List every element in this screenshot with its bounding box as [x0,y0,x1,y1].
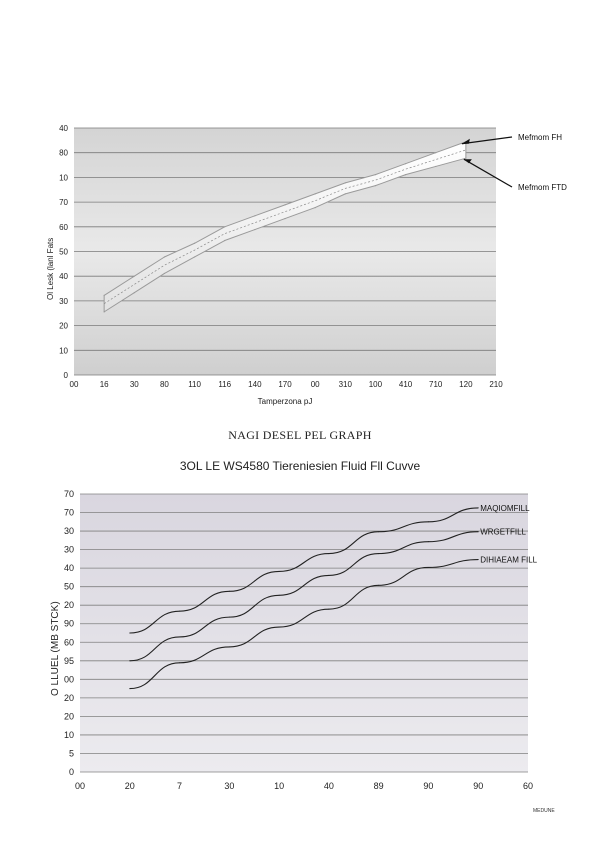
x-tick-label: 90 [473,781,484,791]
y-tick-label: 30 [59,296,68,306]
x-tick-label: 40 [323,781,334,791]
figure-caption-1: NAGI DESEL PEL GRAPH [228,428,372,442]
y-tick-label: 0 [68,767,74,777]
y-tick-label: 40 [59,272,68,282]
series-point [478,507,479,508]
x-tick-label: 16 [99,380,109,389]
annotation-label-lower: Mefmom FTD [518,183,567,192]
series-point [428,541,429,542]
series-point [328,553,329,554]
y-tick-label: 5 [68,748,74,759]
x-tick-label: 100 [368,380,383,389]
x-tick-label: 710 [429,380,443,389]
series-point [229,646,230,647]
y-axis-ticks [64,489,74,777]
x-tick-label: 120 [459,380,473,389]
series-point [129,688,130,689]
x-tick-label: 80 [159,380,169,389]
y-tick-label: 0 [63,371,68,380]
x-tick-label: 210 [489,380,503,389]
series-point [328,609,329,610]
y-tick-label: 20 [63,692,74,703]
annotation-label-upper: Mefmom FH [518,133,562,142]
x-axis-label: Tamperzona pJ [257,397,313,406]
y-tick-label: 20 [59,321,68,331]
x-tick-label: 30 [129,380,139,389]
y-tick-label: 10 [63,729,74,740]
legend-label: MAQIOMFILL [480,503,530,513]
series-point [378,585,379,586]
series-point [129,660,130,661]
x-tick-label: 30 [224,781,235,791]
series-point [428,567,429,568]
y-tick-label: 10 [59,346,68,356]
x-tick-label: 310 [338,380,352,389]
x-tick-label: 00 [310,380,320,389]
y-tick-label: 40 [59,124,68,133]
y-tick-label: 30 [63,544,74,555]
series-point [229,617,230,618]
x-tick-label: 89 [373,781,384,791]
y-tick-label: 80 [59,148,68,158]
y-tick-label: 95 [63,655,74,666]
y-tick-label: 30 [63,526,74,537]
series-point [478,559,479,560]
x-tick-label: 00 [69,380,79,389]
series-point [378,531,379,532]
y-tick-label: 50 [59,247,68,257]
x-tick-label: 140 [248,380,262,389]
x-tick-label: 410 [398,380,413,389]
y-tick-label: 50 [63,581,74,592]
series-point [179,662,180,663]
y-tick-label: 40 [63,563,74,574]
x-tick-label: 116 [218,380,232,389]
y-tick-label: 60 [59,222,68,232]
series-point [279,595,280,596]
footnote: MEDUNE [533,808,555,814]
series-point [378,553,379,554]
y-tick-label: 70 [63,489,74,499]
y-tick-label: 20 [63,711,74,722]
series-point [328,575,329,576]
series-point [129,633,130,634]
x-tick-label: 7 [177,781,183,791]
x-tick-label: 00 [74,781,86,791]
series-point [478,531,479,532]
y-tick-label: 00 [63,674,74,685]
legend-label: DIHIAEAM FILL [480,555,538,565]
x-tick-label: 10 [274,781,285,791]
y-tick-label: 10 [59,173,68,183]
series-point [229,591,230,592]
y-tick-label: 70 [63,507,74,518]
y-tick-label: 70 [59,198,68,208]
x-tick-label: 110 [188,380,201,389]
y-axis-label: O LLUEL (MB STCK) [50,601,61,696]
x-tick-label: 90 [423,781,434,791]
series-point [428,521,429,522]
x-tick-label: 20 [124,781,135,791]
x-tick-label: 170 [278,380,292,389]
series-point [279,627,280,628]
y-tick-label: 90 [63,618,74,629]
plot-area [80,494,528,772]
figure-caption-2: 3OL LE WS4580 Tiereniesien Fluid Fll Cuvve [179,459,421,473]
x-axis-ticks [75,781,533,791]
series-point [179,636,180,637]
x-tick-label: 60 [522,781,534,791]
series-point [179,611,180,612]
legend-label: WRGETFILL [480,527,527,537]
y-axis-label: Ol Lesk (lanl Fats [46,237,55,300]
y-tick-label: 20 [63,600,74,611]
y-tick-label: 60 [63,637,74,648]
series-point [279,571,280,572]
